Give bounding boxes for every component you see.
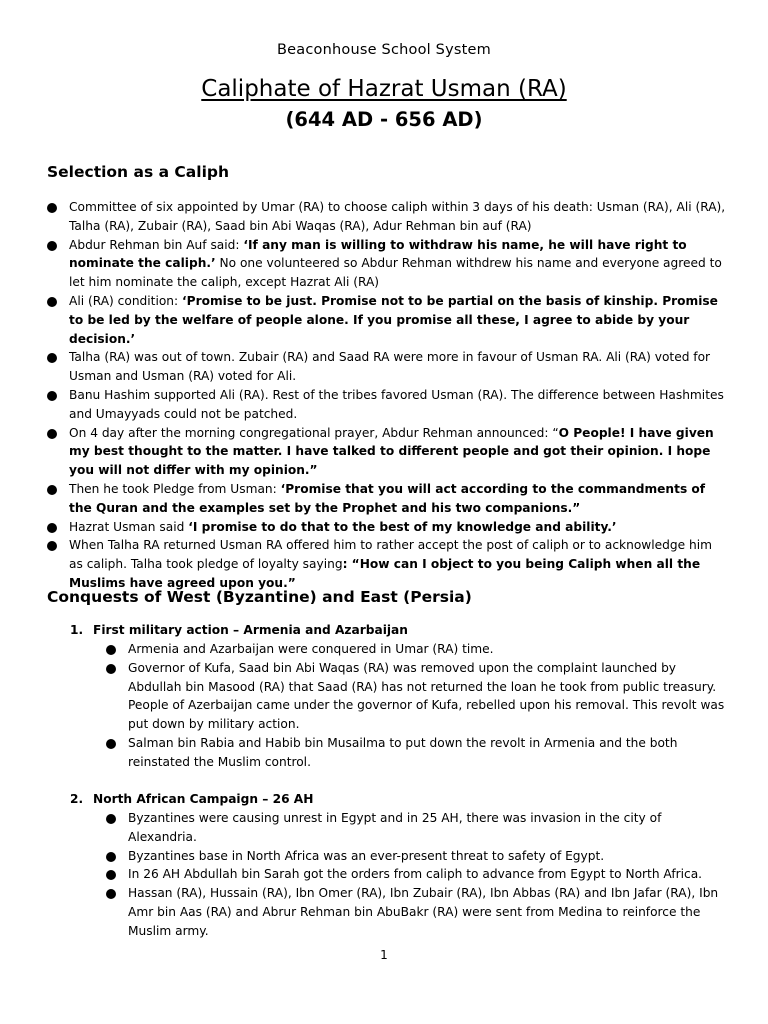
list-item bbox=[106, 865, 726, 884]
page-title: Caliphate of Hazrat Usman (RA) bbox=[201, 76, 567, 102]
bullet-icon bbox=[106, 664, 116, 674]
north-africa-bullet-list bbox=[106, 809, 726, 941]
bullet-text: Salman bin Rabia and Habib bin Musailma to put down the revolt in Armenia and the both reinstated the Muslim control. bbox=[128, 735, 678, 769]
bullet-text: Governor of Kufa, Saad bin Abi Waqas (RA) was removed upon the complaint launched by Abdullah bin Masood (RA) that Saad (RA) has not returned the loan he took from public treasury. People of Azerbaijan came under the governor of Kufa, rebelled upon his removal. This revolt was put down by military action. bbox=[128, 660, 725, 732]
selection-bullet-list bbox=[47, 198, 727, 593]
bullet-icon bbox=[106, 889, 116, 899]
item-title: North African Campaign – 26 AH bbox=[93, 792, 314, 806]
list-item bbox=[47, 386, 727, 424]
bullet-text-bold: O People! I have given my best thought to the matter. I have talked to different people and got their opinion. I hope you will not differ with my opinion.” bbox=[69, 425, 714, 478]
list-item bbox=[47, 236, 727, 292]
bullet-text-post: No one volunteered so Abdur Rehman withdrew his name and everyone agreed to let him nominate the caliph, except Hazrat Ali (RA) bbox=[69, 256, 722, 290]
item-title: First military action – Armenia and Azarbaijan bbox=[93, 623, 408, 637]
list-item bbox=[106, 659, 726, 734]
armenia-bullet-list bbox=[106, 640, 726, 772]
bullet-text-pre: When Talha RA returned Usman RA offered him to rather accept the post of caliph or to acknowledge him as caliph. Talha took pledge of loyalty saying bbox=[69, 538, 712, 572]
bullet-text: Hassan (RA), Hussain (RA), Ibn Omer (RA), Ibn Zubair (RA), Ibn Abbas (RA) and Ibn Jafar (RA), Ibn Amr bin Aas (RA) and Abrur Rehman bin AbuBakr (RA) were sent from Medina to reinforce the Muslim army. bbox=[128, 886, 719, 938]
bullet-text: Byzantines base in North Africa was an ever-present threat to safety of Egypt. bbox=[128, 848, 605, 863]
section-heading-selection: Selection as a Caliph bbox=[47, 163, 230, 181]
bullet-text: Banu Hashim supported Ali (RA). Rest of the tribes favored Usman (RA). The difference between Hashmites and Umayyads could not be patched. bbox=[69, 387, 724, 421]
bullet-icon bbox=[47, 241, 57, 251]
bullet-icon bbox=[47, 297, 57, 307]
bullet-text: Talha (RA) was out of town. Zubair (RA) and Saad RA were more in favour of Usman RA. Ali (RA) voted for Usman and Usman (RA) voted for Ali. bbox=[69, 350, 711, 384]
list-item bbox=[47, 424, 727, 480]
bullet-text: Armenia and Azarbaijan were conquered in Umar (RA) time. bbox=[128, 642, 494, 656]
bullet-text-pre: Hazrat Usman said bbox=[69, 519, 189, 534]
page-number: 1 bbox=[380, 948, 388, 962]
bullet-text: Committee of six appointed by Umar (RA) to choose caliph within 3 days of his death: Usman (RA), Ali (RA), Talha (RA), Zubair (RA), Saad bin Abi Waqas (RA), Adur Rehman bin auf (RA) bbox=[69, 200, 726, 233]
bullet-text-pre: Abdur Rehman bin Auf said: bbox=[69, 237, 244, 252]
bullet-icon bbox=[47, 353, 57, 363]
list-item bbox=[47, 292, 727, 348]
list-item bbox=[47, 518, 727, 537]
bullet-icon bbox=[47, 523, 57, 533]
list-item bbox=[106, 734, 726, 772]
bullet-text: Byzantines were causing unrest in Egypt and in 25 AH, there was invasion in the city of Alexandria. bbox=[128, 811, 662, 844]
numbered-heading-north-africa bbox=[70, 792, 313, 806]
item-number: 1. bbox=[70, 623, 84, 637]
bullet-icon bbox=[47, 541, 57, 551]
bullet-icon bbox=[106, 645, 116, 655]
bullet-icon bbox=[106, 739, 116, 749]
item-number: 2. bbox=[70, 792, 84, 806]
bullet-text-bold: ‘Promise that you will act according to the commandments of the Quran and the examples set by the Prophet and his two companions.” bbox=[69, 481, 706, 515]
list-item bbox=[47, 198, 727, 236]
bullet-icon bbox=[47, 485, 57, 495]
section-heading-conquests: Conquests of West (Byzantine) and East (Persia) bbox=[47, 588, 472, 606]
bullet-text-bold: : “How can I object to you being Caliph when all the Muslims have agreed upon you.” bbox=[69, 557, 701, 590]
numbered-heading-armenia bbox=[70, 623, 408, 637]
bullet-icon bbox=[47, 429, 57, 439]
bullet-icon bbox=[106, 870, 116, 880]
bullet-icon bbox=[106, 814, 116, 824]
bullet-text-bold: ‘If any man is willing to withdraw his name, he will have right to nominate the caliph.’ bbox=[69, 237, 687, 271]
page-subtitle: (644 AD - 656 AD) bbox=[285, 108, 483, 131]
bullet-icon bbox=[47, 391, 57, 401]
bullet-icon bbox=[47, 203, 57, 213]
list-item bbox=[106, 640, 726, 659]
list-item bbox=[47, 480, 727, 518]
bullet-text-bold: ‘Promise to be just. Promise not to be partial on the basis of kinship. Promise to be led by the welfare of people alone. If you promise all these, I agree to abide by your decision.’ bbox=[69, 293, 718, 346]
list-item bbox=[106, 884, 726, 940]
bullet-text-pre: Then he took Pledge from Usman: bbox=[69, 481, 281, 496]
bullet-text-pre: On 4 day after the morning congregational prayer, Abdur Rehman announced: “ bbox=[69, 425, 559, 440]
bullet-text-bold: ‘I promise to do that to the best of my knowledge and ability.’ bbox=[188, 519, 617, 534]
school-header: Beaconhouse School System bbox=[277, 42, 491, 58]
list-item bbox=[106, 847, 726, 866]
list-item bbox=[47, 536, 727, 592]
bullet-icon bbox=[106, 852, 116, 862]
list-item bbox=[47, 348, 727, 386]
bullet-text: In 26 AH Abdullah bin Sarah got the orders from caliph to advance from Egypt to North Africa. bbox=[128, 867, 703, 882]
list-item bbox=[106, 809, 726, 847]
bullet-text-pre: Ali (RA) condition: bbox=[69, 293, 183, 308]
